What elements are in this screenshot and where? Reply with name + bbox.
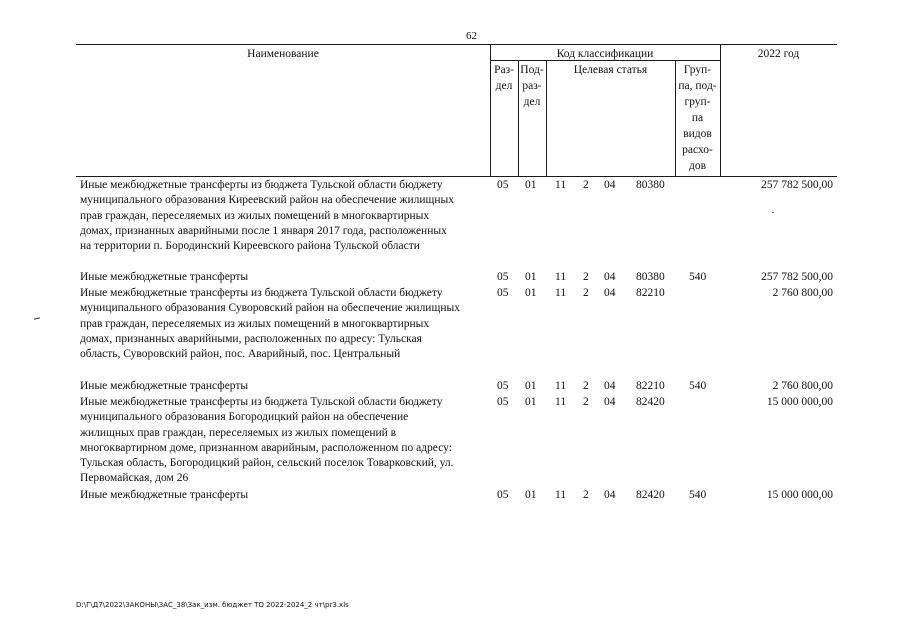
header-classification: Код классификации: [556, 48, 654, 60]
header-subsection-line: дел: [523, 96, 541, 108]
row-name-line: Первомайская, дом 26: [80, 472, 189, 485]
cell-target-code: 82420: [636, 396, 665, 408]
cell-target-event: 04: [604, 287, 616, 299]
header-expense-group-line: видов: [683, 128, 712, 140]
cell-razdel: 05: [497, 489, 509, 501]
header-bottom-border: [76, 176, 837, 177]
cell-target-code: 82420: [636, 489, 665, 501]
cell-expense-group: 540: [689, 489, 707, 501]
scan-dot: [772, 212, 774, 213]
cell-amount: 15 000 000,00: [766, 396, 833, 408]
header-expense-group-line: Груп-: [683, 64, 712, 76]
row-name-line: Иные межбюджетные трансферты: [80, 489, 249, 501]
cell-target-type: 2: [583, 287, 589, 299]
table-row-name: [80, 488, 490, 503]
header-name: Наименование: [247, 48, 319, 60]
cell-target-type: 2: [583, 380, 589, 392]
header-top-border: [76, 44, 837, 45]
cell-expense-group: 540: [689, 380, 707, 392]
cell-podrazdel: 01: [525, 271, 537, 283]
cell-target-code: 80380: [636, 179, 665, 191]
cell-expense-group: 540: [689, 271, 707, 283]
cell-podrazdel: 01: [525, 287, 537, 299]
header-expense-group-line: расхо-: [682, 144, 713, 156]
cell-target-type: 2: [583, 396, 589, 408]
cell-target-code: 82210: [636, 287, 665, 299]
header-expense-group-line: па: [691, 112, 704, 124]
header-section-line: Раз-: [494, 64, 514, 76]
cell-razdel: 05: [497, 287, 509, 299]
cell-amount: 257 782 500,00: [761, 271, 833, 283]
cell-target-program: 11: [555, 287, 567, 299]
cell-target-type: 2: [583, 179, 589, 191]
table-row-name: [80, 379, 490, 394]
row-name-line: Иные межбюджетные трансферты из бюджета Тульской области бюджету: [80, 287, 443, 299]
cell-podrazdel: 01: [525, 396, 537, 408]
row-name-line: муниципального образования Богородицкий район на обеспечение: [80, 411, 409, 424]
row-name-line: прав граждан, переселяемых из жилых помещений в многоквартирных: [80, 317, 430, 330]
row-name-line: домах, признанных аварийными, расположенных по адресу: Тульская: [80, 332, 422, 345]
row-name-line: муниципального образования Киреевский район на обеспечение жилищных: [80, 194, 454, 207]
cell-target-type: 2: [583, 271, 589, 283]
cell-target-event: 04: [604, 489, 616, 501]
header-subsection: [518, 62, 546, 110]
table-row-name: [80, 395, 490, 487]
row-name-line: Тульская область, Богородицкий район, сельский поселок Товарковский, ул.: [80, 457, 454, 470]
row-name-line: жилищных прав граждан, переселяемых из жилых помещений в: [80, 426, 397, 439]
cell-amount: 257 782 500,00: [761, 179, 833, 191]
cell-target-code: 82210: [636, 380, 665, 392]
cell-podrazdel: 01: [525, 179, 537, 191]
header-subsection-line: раз-: [522, 80, 542, 92]
cell-target-type: 2: [583, 489, 589, 501]
table-row-name: [80, 178, 490, 254]
cell-amount: 2 760 800,00: [772, 287, 833, 299]
header-expense-group-line: па, под-: [678, 80, 717, 92]
cell-amount: 15 000 000,00: [766, 489, 833, 501]
cell-target-event: 04: [604, 396, 616, 408]
cell-target-event: 04: [604, 179, 616, 191]
cell-target-code: 80380: [636, 271, 665, 283]
cell-amount: 2 760 800,00: [772, 380, 833, 392]
cell-target-event: 04: [604, 380, 616, 392]
header-section-line: дел: [495, 80, 513, 92]
table-row-name: [80, 270, 490, 285]
scan-mark: [34, 317, 40, 320]
row-name-line: Иные межбюджетные трансферты: [80, 271, 249, 283]
header-expense-group-line: дов: [688, 160, 707, 172]
header-target-item: Целевая статья: [573, 64, 648, 76]
page-number: 62: [466, 30, 477, 42]
cell-target-event: 04: [604, 271, 616, 283]
cell-target-program: 11: [555, 489, 567, 501]
cell-razdel: 05: [497, 271, 509, 283]
row-name-line: Иные межбюджетные трансферты: [80, 380, 249, 392]
cell-target-program: 11: [555, 271, 567, 283]
cell-podrazdel: 01: [525, 489, 537, 501]
row-name-line: область, Суворовский район, пос. Аварийный, пос. Центральный: [80, 348, 401, 361]
header-section: [490, 62, 518, 94]
row-name-line: муниципального образования Суворовский район на обеспечение жилищных: [80, 302, 460, 315]
row-name-line: домах, признанных аварийными после 1 января 2017 года, расположенных: [80, 224, 447, 237]
cell-target-program: 11: [555, 396, 567, 408]
header-subsection-line: Под-: [520, 64, 544, 76]
cell-podrazdel: 01: [525, 380, 537, 392]
row-name-line: на территории п. Бородинский Киреевского района Тульской области: [80, 240, 420, 253]
header-expense-group: [675, 62, 720, 174]
header-expense-group-line: груп-: [684, 96, 711, 108]
row-name-line: Иные межбюджетные трансферты из бюджета Тульской области бюджету: [80, 396, 443, 408]
header-year: 2022 год: [757, 48, 800, 60]
file-path-footer: D:\Г\Д7\2022\ЗАКОНЫ\ЗАС_38\Зак_изм. бюджет ТО 2022-2024_2 чт\рr3.xls: [76, 601, 349, 609]
row-name-line: прав граждан, переселяемых из жилых помещений в многоквартирных: [80, 209, 430, 222]
cell-razdel: 05: [497, 380, 509, 392]
cell-razdel: 05: [497, 179, 509, 191]
row-name-line: многоквартирном доме, признанном аварийным, расположенном по адресу:: [80, 441, 452, 454]
cell-target-program: 11: [555, 179, 567, 191]
col-divider-classification: [720, 44, 721, 177]
cell-target-program: 11: [555, 380, 567, 392]
cell-razdel: 05: [497, 396, 509, 408]
table-row-name: [80, 286, 490, 362]
row-name-line: Иные межбюджетные трансферты из бюджета Тульской области бюджету: [80, 179, 443, 191]
